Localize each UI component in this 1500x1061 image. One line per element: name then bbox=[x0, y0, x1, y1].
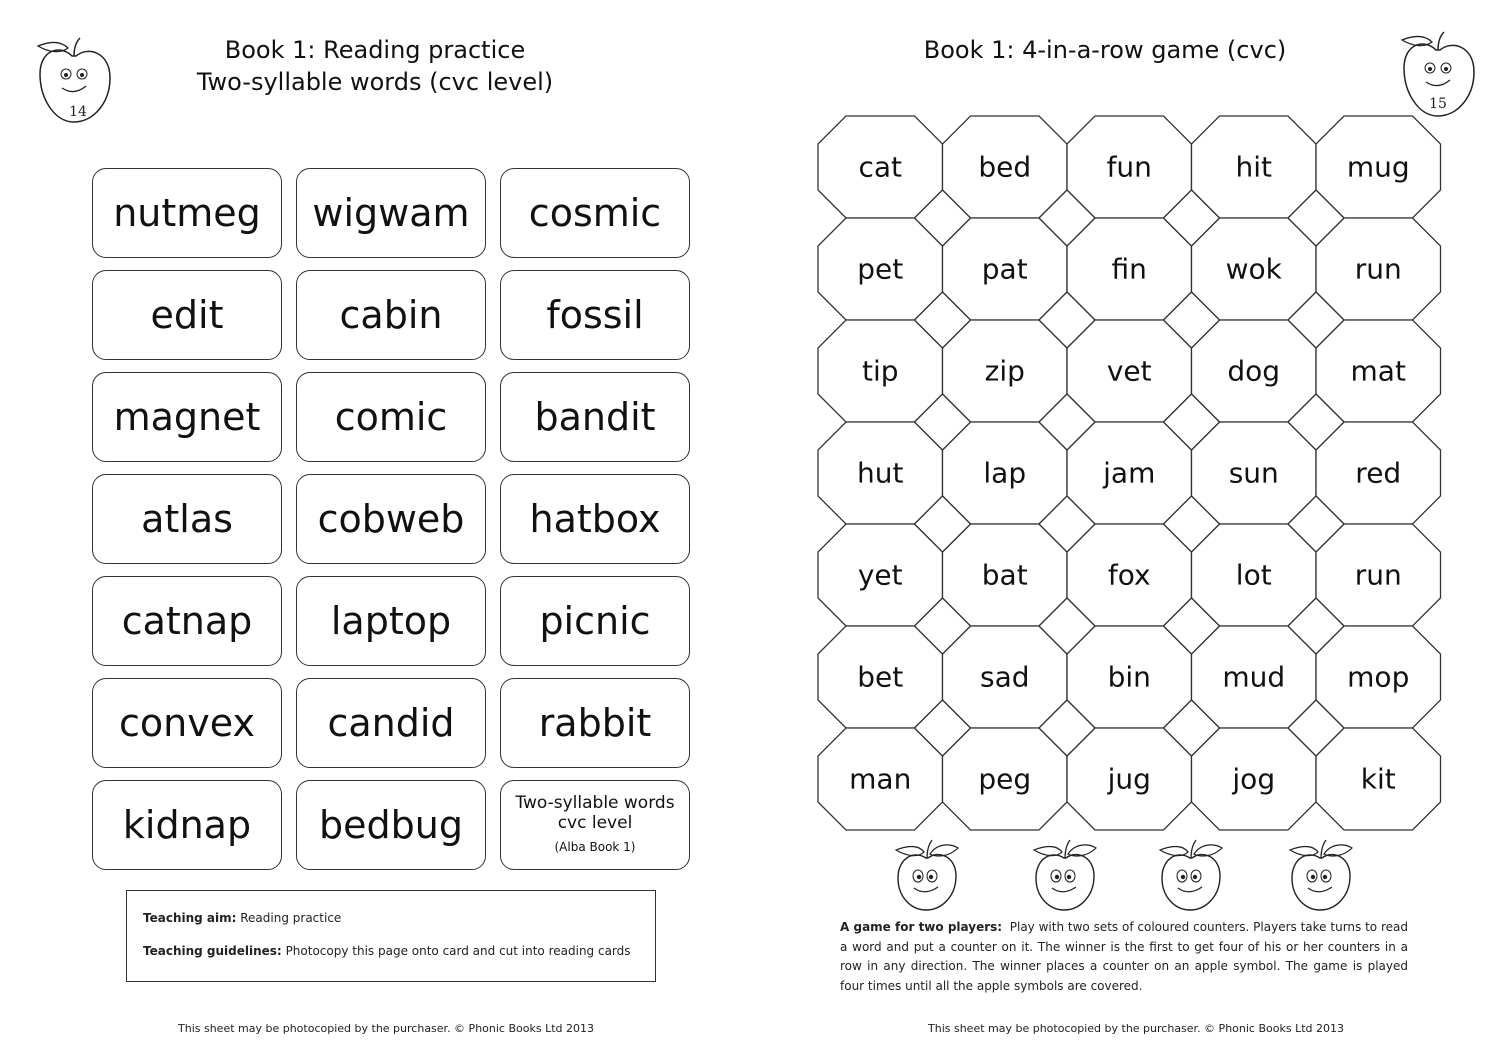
game-title: Book 1: 4-in-a-row game (cvc) bbox=[923, 36, 1287, 64]
grid-word: bin bbox=[1107, 660, 1151, 694]
grid-word: bet bbox=[857, 660, 904, 694]
grid-word: mop bbox=[1347, 660, 1410, 694]
reading-card: bandit bbox=[500, 372, 690, 462]
grid-word: fox bbox=[1107, 558, 1151, 592]
grid-word: run bbox=[1354, 558, 1402, 592]
four-in-a-row-grid bbox=[750, 0, 1500, 860]
teaching-box bbox=[126, 890, 656, 982]
reading-card: cosmic bbox=[500, 168, 690, 258]
page-number: 14 bbox=[69, 104, 87, 120]
reading-card: candid bbox=[296, 678, 486, 768]
grid-word: lap bbox=[983, 456, 1027, 490]
grid-word: dog bbox=[1227, 354, 1281, 388]
reading-card: kidnap bbox=[92, 780, 282, 870]
grid-word: hit bbox=[1235, 150, 1273, 184]
grid-word: jog bbox=[1232, 762, 1276, 796]
grid-word: fun bbox=[1106, 150, 1152, 184]
teaching-guidelines-label: Teaching guidelines: bbox=[143, 944, 282, 958]
page-number: 15 bbox=[1429, 96, 1447, 112]
apple-page-number-icon bbox=[30, 36, 116, 128]
reading-card: rabbit bbox=[500, 678, 690, 768]
title-line-2: Two-syllable words (cvc level) bbox=[196, 68, 554, 96]
grid-word: red bbox=[1355, 456, 1402, 490]
grid-word: pet bbox=[857, 252, 904, 286]
apple-symbol-icon bbox=[1154, 836, 1226, 914]
grid-word: sun bbox=[1228, 456, 1279, 490]
teaching-aim: Reading practice bbox=[240, 911, 342, 925]
rules-label: A game for two players: bbox=[840, 920, 1003, 934]
grid-word: hut bbox=[857, 456, 904, 490]
grid-word: yet bbox=[857, 558, 903, 592]
reading-card: magnet bbox=[92, 372, 282, 462]
reading-card: bedbug bbox=[296, 780, 486, 870]
grid-word: kit bbox=[1360, 762, 1396, 796]
grid-word: run bbox=[1354, 252, 1402, 286]
info-card bbox=[500, 780, 690, 870]
grid-word: cat bbox=[858, 150, 903, 184]
right-footer: This sheet may be photocopied by the purchaser. © Phonic Books Ltd 2013 bbox=[928, 1022, 1344, 1035]
game-rules bbox=[840, 918, 1408, 996]
title-line-1: Book 1: Reading practice bbox=[224, 36, 526, 64]
grid-word: pat bbox=[981, 252, 1028, 286]
grid-word: fin bbox=[1111, 252, 1147, 286]
apple-symbol-icon bbox=[1028, 836, 1100, 914]
apple-symbol-icon bbox=[890, 836, 962, 914]
grid-word: jug bbox=[1107, 762, 1151, 796]
reading-card: hatbox bbox=[500, 474, 690, 564]
grid-word: mug bbox=[1346, 150, 1410, 184]
left-footer: This sheet may be photocopied by the purchaser. © Phonic Books Ltd 2013 bbox=[178, 1022, 594, 1035]
grid-word: wok bbox=[1225, 252, 1282, 286]
info-card-line-1: Two-syllable words bbox=[515, 793, 675, 813]
reading-card: laptop bbox=[296, 576, 486, 666]
grid-word: vet bbox=[1106, 354, 1152, 388]
grid-word: peg bbox=[978, 762, 1032, 796]
grid-word: jam bbox=[1103, 456, 1156, 490]
right-page bbox=[750, 0, 1500, 1061]
reading-card: comic bbox=[296, 372, 486, 462]
grid-word: zip bbox=[984, 354, 1025, 388]
grid-word: sad bbox=[979, 660, 1030, 694]
reading-card: atlas bbox=[92, 474, 282, 564]
grid-word: bat bbox=[981, 558, 1028, 592]
reading-card: edit bbox=[92, 270, 282, 360]
rules-text: Play with two sets of coloured counters. Players take turns to read a word and put a counter on it. The winner is the first to get four of his or her counters in a row in any direction. The winner places a counter on an apple symbol. The game is played four times until all the apple symbols are covered. bbox=[840, 920, 1409, 993]
grid-word: mud bbox=[1222, 660, 1286, 694]
reading-card: fossil bbox=[500, 270, 690, 360]
apple-symbol-icon bbox=[1284, 836, 1356, 914]
reading-card: catnap bbox=[92, 576, 282, 666]
reading-card: cobweb bbox=[296, 474, 486, 564]
info-card-line-3: (Alba Book 1) bbox=[554, 840, 636, 854]
page-title bbox=[140, 34, 610, 98]
grid-word: tip bbox=[861, 354, 899, 388]
teaching-guidelines: Photocopy this page onto card and cut into reading cards bbox=[285, 944, 631, 958]
grid-word: man bbox=[849, 762, 912, 796]
reading-card: convex bbox=[92, 678, 282, 768]
reading-card: wigwam bbox=[296, 168, 486, 258]
grid-word: lot bbox=[1235, 558, 1272, 592]
grid-word: bed bbox=[978, 150, 1032, 184]
info-card-line-2: cvc level bbox=[557, 813, 633, 833]
reading-card: nutmeg bbox=[92, 168, 282, 258]
teaching-aim-label: Teaching aim: bbox=[143, 911, 237, 925]
reading-card: picnic bbox=[500, 576, 690, 666]
grid-word: mat bbox=[1350, 354, 1406, 388]
reading-card: cabin bbox=[296, 270, 486, 360]
